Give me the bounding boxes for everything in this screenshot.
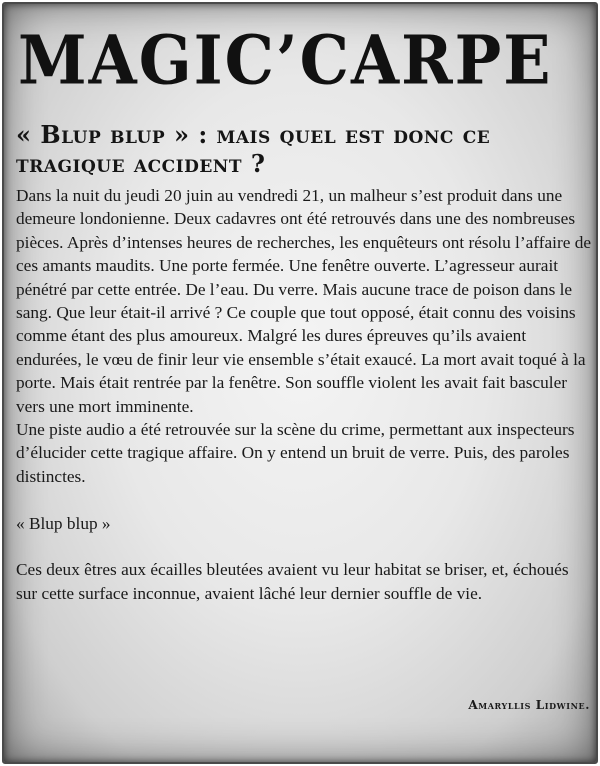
article-body: [16, 184, 592, 605]
newspaper-page: [2, 2, 598, 764]
article-quote: « Blup blup »: [16, 513, 111, 533]
article-paragraph-3: Ces deux êtres aux écailles bleutées avaient vu leur habitat se briser, et, échoués sur cette surface inconnue, avaient lâché leur dernier souffle de vie.: [16, 560, 569, 603]
newspaper-masthead: MAGIC’CARPE: [18, 20, 553, 100]
author-signature: Amaryllis Lidwine.: [468, 698, 590, 712]
paragraph-spacer: [16, 535, 592, 558]
article-paragraph-2: Une piste audio a été retrouvée sur la scène du crime, permettant aux inspecteurs d’élucider cette tragique affaire. On y entend un bruit de verre. Puis, des paroles distinctes.: [16, 420, 575, 486]
article-headline: « Blup blup » : mais quel est donc ce tragique accident ?: [16, 120, 491, 178]
article-paragraph-1: Dans la nuit du jeudi 20 juin au vendredi 21, un malheur s’est produit dans une demeure londonienne. Deux cadavres ont été retrouvés dans une des nombreuses pièces. Après d’intenses heures de recherches, les enquêteurs ont résolu l’affaire de ces amants maudits. Une porte fermée. Une fenêtre ouverte. L’agresseur aurait pénétré par cette entrée. De l’eau. Du verre. Mais aucune trace de poison dans le sang. Que leur était-il arrivé ? Ce couple que tout opposé, était connu des voisins comme étant des plus amoureux. Malgré les dures épreuves qu’ils avaient endurées, le vœu de finir leur vie ensemble s’était exaucé. La mort avait toqué à la porte. Mais était rentrée par la fenêtre. Son souffle violent les avait fait basculer vers une mort imminente.: [16, 186, 592, 416]
paragraph-spacer: [16, 488, 592, 511]
